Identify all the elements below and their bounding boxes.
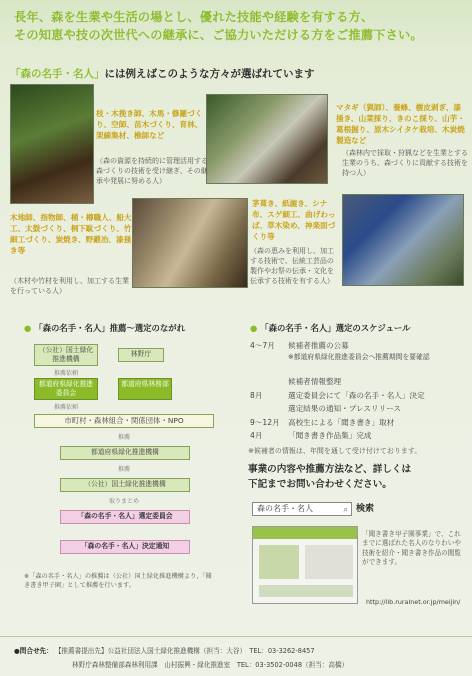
flow-box-selection-committee: 「森の名手・名人」選定委員会 <box>60 510 190 524</box>
flow-arrow-recommend-2: 推薦 <box>117 466 130 473</box>
flow-arrow-compile: 取りまとめ <box>108 498 139 505</box>
examples-heading-quoted: 「森の名手・名人」 <box>10 68 105 80</box>
photo-bark-harvester <box>206 94 328 184</box>
flow-arrow-request: 推薦依頼 <box>53 370 78 377</box>
contact-tel-1: TEL：03-3262-8457 <box>249 647 315 655</box>
flow-box-municipal: 市町村・森林組合・関係団体・NPO <box>34 414 214 428</box>
schedule-title: ● 「森の名手・名人」選定のスケジュール <box>250 323 411 333</box>
flow-box-prefecture-body: 都道府県緑化推進機構 <box>60 446 190 460</box>
flow-box-decision: 「森の名手・名人」決定通知 <box>60 540 190 554</box>
website-screenshot <box>252 526 358 604</box>
search-button[interactable]: 検索 <box>356 504 375 514</box>
examples-heading <box>10 66 462 81</box>
schedule-row: 選定結果の通知・プレスリリース <box>288 404 401 413</box>
card-4-trades: 茅葺き、紙漉き、シナ布、スゲ細工、曲げわっぱ、草木染め、神楽面づくり等 <box>252 199 336 241</box>
card-2-trades: マタギ（猟師）、養蜂、樹皮剥ぎ、漆掻き、山菜採り、きのこ採り、山芋・葛根掘り、原木シイタケ栽培、木炭焼製造など <box>336 103 465 145</box>
flow-arrow-request-2: 推薦依頼 <box>53 404 78 411</box>
search-box[interactable] <box>252 502 352 516</box>
card-2-note: （森林内で採取・狩猟などを生業とする生業のうち、森づくりに貢献する技術を持つ人） <box>342 149 468 177</box>
search-value: 森の名手・名人 <box>257 504 313 513</box>
flow-footnote: ※「森の名手・名人」の推薦は（公社）国土緑化推進機構より、「聞き書き甲子園」として推薦を行います。 <box>24 573 212 589</box>
card-4-note: （森の恵みを利用し、加工する技術で、伝統工芸品の製作やお祭の伝承・文化を伝承する技術を有する人） <box>250 247 334 285</box>
flow-box-foundation: （公社）国土緑化推進機構 <box>34 344 98 366</box>
flow-title: ● 「森の名手・名人」推薦～選定のながれ <box>24 323 185 333</box>
photo-tree-climber <box>10 84 94 204</box>
schedule-row: 4月 「聞き書き作品集」完成 <box>250 431 372 440</box>
schedule-row: ※都道府県緑化推進委員会へ推薦期間を要確認 <box>288 353 430 361</box>
card-1-note: （森の資源を持続的に管理活用する森づくりの技術を受け継ぎ、その継承や発展に努める人） <box>96 157 208 185</box>
schedule-row: 候補者情報整理 <box>288 377 342 386</box>
contact-label: ●問合せ先： <box>14 647 53 655</box>
schedule-row: 8月 選定委員会にて「森の名手・名人」決定 <box>250 391 425 400</box>
card-1-trades: 枝・木挽き師、木馬・修羅づくり、空師、苗木づくり、育林、架線集材、樵師など <box>96 109 203 140</box>
schedule-note: ※候補者の情報は、年間を通して受け付けております。 <box>248 447 422 455</box>
website-url[interactable]: http://lib.ruralnet.or.jp/meijin/ <box>366 598 461 606</box>
flow-box-prefecture-committee: 都道府県緑化推進委員会 <box>34 378 98 400</box>
schedule-row: 9～12月 高校生による「聞き書き」取材 <box>250 418 395 427</box>
card-3-note: （木材や竹材を利用し、加工する生業を行っている人） <box>10 277 129 295</box>
photo-woodcraft-artisan <box>132 198 248 288</box>
lead-text <box>14 8 464 44</box>
flow-box-forestry-agency: 林野庁 <box>118 348 164 362</box>
lead-line-1: 長年、森を生業や生活の場とし、優れた技能や経験を有する方、 <box>14 10 374 24</box>
flow-arrow-recommend: 推薦 <box>117 434 130 441</box>
examples-heading-rest: には例えばこのような方々が選ばれています <box>104 68 315 80</box>
search-icon: ⌕ <box>343 505 348 514</box>
contact-org-1: 【推薦書提出先】公益社団法人国土緑化推進機構（担当：大谷） <box>54 647 243 655</box>
photo-dyed-cloth-artisan <box>342 194 464 286</box>
lead-line-2: その知恵や技の次世代への継承に、ご協力いただける方をご推薦下さい。 <box>14 28 423 42</box>
website-caption: 「聞き書き甲子園事業」で、これまでに選ばれた名人のなりわいや技術を紹介・聞き書き作品の閲覧ができます。 <box>362 530 461 567</box>
card-3-trades: 木地師、指物師、桶・樽職人、船大工、太鼓づくり、桐下駄づくり、竹細工づくり、炭焼き、野鍛冶、漆掻き等 <box>10 213 132 255</box>
contact-block <box>14 644 468 672</box>
contact-org-2: 林野庁森林整備部森林利用課 山村振興・緑化推進室 <box>72 661 231 669</box>
flow-box-prefecture-forestry: 都道府県林務部 <box>118 378 172 400</box>
contact-tel-2: TEL：03-3502-0048（担当：高橋） <box>236 661 349 669</box>
divider <box>0 636 472 637</box>
inquiry-heading: 事業の内容や推薦方法など、詳しくは 下記までお問い合わせください。 <box>248 464 412 490</box>
flow-box-foundation-2: （公社）国土緑化推進機構 <box>60 478 190 492</box>
schedule-row: 4～7月 候補者推薦の公募 <box>250 341 349 350</box>
